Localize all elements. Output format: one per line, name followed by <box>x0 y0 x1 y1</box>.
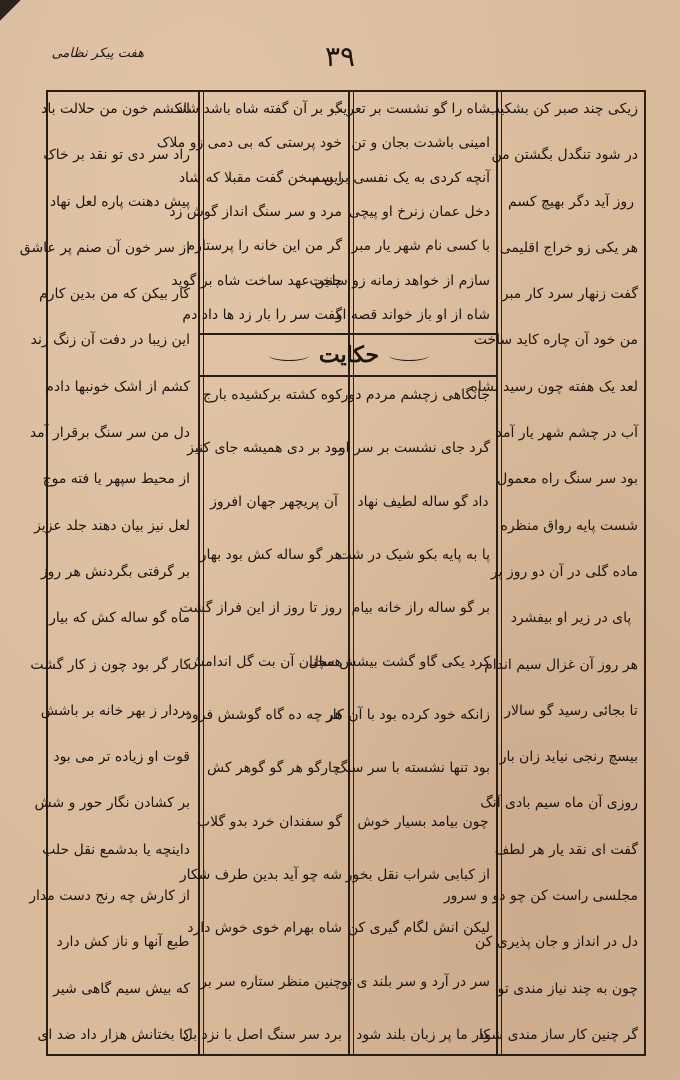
verse-line: بود سر سنگ راه معمول <box>497 471 638 488</box>
verse-line: دخل عمان زنرخ او پیچی <box>348 203 490 220</box>
verse-line: کار ما پر زبان بلند شود <box>356 1026 490 1043</box>
verse-line: از محیط سپهر یا فته موج <box>42 471 190 488</box>
verse-line: بردار ز بهر خانه بر باشش <box>40 702 190 719</box>
verse-line: روز تا روز از این فراز گشت <box>179 600 342 617</box>
verse-line: این سخن گفت مقبلا که شاد <box>178 169 342 186</box>
verse-line: هر یکی زو خراج اقلیمی <box>499 239 638 256</box>
verse-line: بر گو ساله راز خانه بیام <box>351 600 490 617</box>
verse-line: ماه گو ساله کش که بیار <box>49 610 190 627</box>
verse-line: سر در آرد و سر بلند ی تو <box>341 973 490 990</box>
verse-line: آن پریچهر جهان افروز <box>210 493 338 510</box>
text-column-1 <box>443 94 644 1052</box>
verse-line: بر گرفتی بگردنش هر روز <box>40 563 190 580</box>
section-heading-band <box>200 333 498 377</box>
verse-line: قوت او زیاده تر می بود <box>53 749 190 766</box>
verse-line: بود تنها نشسته با سر سنگ <box>334 760 490 777</box>
verse-line: کار بیکن که من بدین کارم <box>39 286 190 303</box>
verse-line: روزی آن ماه سیم بادی آنگ <box>480 795 638 812</box>
verse-line: کا بختانش هزار داد ضد ای <box>37 1026 190 1043</box>
verse-line: گفت زنهار سرد کار مبر <box>501 286 638 303</box>
text-column-2-top <box>309 94 496 332</box>
verse-line: لیکن انش لگام گیری کن <box>347 920 490 937</box>
verse-line: چارگو هر گو گوهر کش <box>207 760 341 777</box>
verse-line: گر من این خانه را پرستارم <box>186 238 342 255</box>
verse-line: گر چنین کار ساز مندی شود <box>477 1026 638 1043</box>
text-column-2-bottom <box>308 380 496 1052</box>
verse-line: راد سر دی تو نقد بر خاک <box>43 147 190 164</box>
verse-line: دل من سر سنگ برقرار آمد <box>29 425 190 442</box>
verse-line: کار گر بود چون ز کار گشت <box>30 656 190 673</box>
verse-line: شست پایه رواق منظره <box>500 517 638 534</box>
verse-line: پیش دهنت پاره لعل نهاد <box>49 193 190 210</box>
verse-line: داینچه یا بدشمع نقل حلب <box>42 841 190 858</box>
verse-line: مرد و سر سنگ انداز گوش زد <box>169 203 342 220</box>
verse-line: شه چو آید بدین طرف شکار <box>179 866 342 883</box>
verse-line: با کسی نام شهر یار مبر <box>351 238 490 255</box>
verse-line: هر روز آن غزال سیم اندام <box>484 656 638 673</box>
verse-line: زیکی چند صبر کن بشکیب <box>486 101 638 117</box>
verse-line: داد گو ساله لطیف نهاد <box>357 493 489 510</box>
verse-line: بر کشادن نگار حور و شش <box>34 795 190 812</box>
verse-line: تا بجائی رسید گو سالار <box>504 702 638 719</box>
flourish-left <box>269 350 309 361</box>
page-number: ۳۹ <box>324 40 356 73</box>
running-title: هفت پیکر نظامی <box>51 46 144 61</box>
verse-line: در شود تنگدل بگشتن من <box>491 147 638 164</box>
verse-line: چون به چند نیاز مندی تو <box>497 980 638 997</box>
verse-line: امینی باشدت بجان و تن <box>351 135 490 152</box>
verse-line: گفت ای نقد یار هر لطف <box>494 841 638 858</box>
verse-line: گر بر آن گفته شاه باشد شاد <box>176 101 342 117</box>
verse-line: شاه را گو نشست بر تعریب <box>329 101 490 117</box>
verse-line: لعد یک هفته چون رسید بشاه <box>470 378 638 395</box>
torn-corner <box>0 0 28 40</box>
verse-line: شاه از او باز خواند قصه او <box>335 306 490 323</box>
verse-line: لعل نیز بیان دهند جلد عزیز <box>34 517 190 534</box>
verse-line: کرد یکی گاو گشت بیشش سال <box>308 653 490 670</box>
verse-line: گرد جای نشست بر سر او <box>338 440 490 457</box>
verse-line: این زیبا در دفت آن زنگ زند <box>30 332 190 349</box>
verse-line: پا به پایه بکو شیک در شت <box>338 546 490 563</box>
section-heading: حکایت <box>318 342 380 368</box>
verse-line: ماده گلی در آن دو روز پر <box>490 563 638 580</box>
text-column-4 <box>19 94 196 1052</box>
verse-line: گفت سر را بار زد ها داد دم <box>182 306 342 323</box>
verse-line: گو سفندان خرد بدو گلاب <box>196 813 342 830</box>
text-column-3-bottom <box>179 380 348 1052</box>
verse-line: دل در انداز و جان پذیری کن <box>475 934 638 951</box>
verse-line: مجلسی راست کن چو دو و سرور <box>443 888 638 905</box>
verse-line: هر گو ساله کش بود بهار <box>199 546 342 563</box>
verse-line: آنچه کردی به یک نفسی بر سم <box>311 169 490 186</box>
verse-line: چنین منظر ستاره سر بر <box>200 973 342 990</box>
verse-line: برد سر سنگ اصل با نزد بل <box>182 1026 342 1043</box>
verse-line: پای در زیر او بیفشرد <box>510 610 632 627</box>
verse-line: خود پرستی که بی دمی زو ملاک <box>156 135 342 152</box>
text-column-3-top <box>156 94 348 332</box>
verse-line: انکشم خون من حلالت باد <box>41 101 190 117</box>
verse-line: جانگاهی زچشم مردم دور <box>341 387 490 403</box>
verse-line: سازم از خواهد زمانه زو ساخت <box>309 272 490 289</box>
verse-line: بیسچ رنجی نیاید زان بار <box>499 749 638 766</box>
verse-line: طبع آنها و ناز کش دارد <box>56 934 190 951</box>
verse-line: چون بیامد بسیار خوش <box>357 813 489 830</box>
verse-line: زانکه خود کرده بود با آن کار <box>326 706 490 723</box>
verse-line: چنین عهد ساخت شاه بر گوید <box>171 272 342 289</box>
verse-line: روز آید دگر بهیچ کسم <box>508 193 634 210</box>
verse-line: کشم از اشک خونبها دادم <box>45 378 190 395</box>
verse-line: همچنان آن بت گل اندامش <box>187 653 342 670</box>
verse-line: من خود آن چاره کاید ساخت <box>473 332 638 349</box>
verse-line: از کبابی شراب نقل بخور <box>345 866 490 883</box>
verse-line: از سر خون آن صنم پر عاشق <box>19 239 190 256</box>
verse-line: شاه بهرام خوی خوش دارد <box>187 920 342 937</box>
verse-line: از کارش چه رنج دست مدار <box>29 888 190 905</box>
verse-line: که بیش سیم گاهی شیر <box>53 980 190 997</box>
verse-line: آب در چشم شهر یار آمد <box>495 425 638 442</box>
verse-line: بود بر دی همیشه جای کنیز <box>187 440 342 457</box>
verse-line: هر چه ده گاه گوشش فرود <box>185 706 342 723</box>
flourish-right <box>389 350 429 361</box>
verse-line: کوه کشته برکشیده بارج <box>202 387 342 403</box>
